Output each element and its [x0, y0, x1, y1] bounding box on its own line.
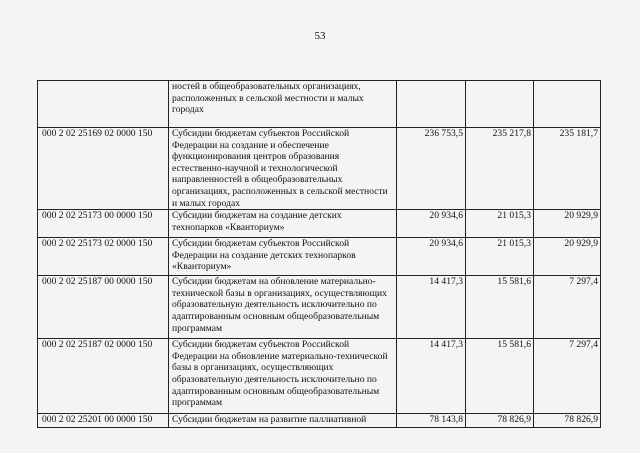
value-cell-2: 21 015,3 [466, 210, 534, 238]
value-cell-2: 15 581,6 [466, 339, 534, 414]
value-cell-3: 78 826,9 [534, 414, 601, 428]
description-cell: Субсидии бюджетам на обновление материально-технической базы в организациях, осуществляющих образовательную деятельность исключительно по адаптированным основным общеобразовательным программам [169, 276, 397, 339]
budget-code-cell: 000 2 02 25187 00 0000 150 [38, 276, 169, 339]
value-cell-1: 236 753,5 [397, 128, 466, 210]
description-cell: Субсидии бюджетам на создание детских технопарков «Кванториум» [169, 210, 397, 238]
budget-table [37, 80, 601, 428]
value-cell-2: 235 217,8 [466, 128, 534, 210]
table-row [38, 128, 601, 210]
description-cell: Субсидии бюджетам субъектов Российской Федерации на обновление материально-технической базы в организациях, осуществляющих образовательную деятельность исключительно по адаптированным основным общеобразовательным программам [169, 339, 397, 414]
budget-code-cell: 000 2 02 25201 00 0000 150 [38, 414, 169, 428]
table-row [38, 210, 601, 238]
budget-code-cell: 000 2 02 25187 02 0000 150 [38, 339, 169, 414]
budget-code-cell: 000 2 02 25173 00 0000 150 [38, 210, 169, 238]
value-cell-2: 21 015,3 [466, 238, 534, 276]
value-cell-3 [534, 81, 601, 128]
value-cell-3: 235 181,7 [534, 128, 601, 210]
value-cell-1: 20 934,6 [397, 238, 466, 276]
value-cell-2: 78 826,9 [466, 414, 534, 428]
budget-code-cell: 000 2 02 25173 02 0000 150 [38, 238, 169, 276]
value-cell-1: 14 417,3 [397, 276, 466, 339]
value-cell-3: 20 929,9 [534, 238, 601, 276]
table-row [38, 81, 601, 128]
description-cell: Субсидии бюджетам на развитие паллиативной [169, 414, 397, 428]
description-cell: Субсидии бюджетам субъектов Российской Федерации на создание и обеспечение функционирования центров образования естественно-научной и технологической направленностей в общеобразовательных организациях, расположенных в сельской местности и малых городах [169, 128, 397, 210]
value-cell-3: 20 929,9 [534, 210, 601, 238]
description-cell: ностей в общеобразовательных организациях, расположенных в сельской местности и малых городах [169, 81, 397, 128]
table-row [38, 414, 601, 428]
value-cell-3: 7 297,4 [534, 276, 601, 339]
value-cell-1: 20 934,6 [397, 210, 466, 238]
table-row [38, 238, 601, 276]
budget-code-cell: 000 2 02 25169 02 0000 150 [38, 128, 169, 210]
table-row [38, 339, 601, 414]
value-cell-2: 15 581,6 [466, 276, 534, 339]
value-cell-1: 14 417,3 [397, 339, 466, 414]
value-cell-1: 78 143,8 [397, 414, 466, 428]
value-cell-1 [397, 81, 466, 128]
description-cell: Субсидии бюджетам субъектов Российской Федерации на создание детских технопарков «Кванториум» [169, 238, 397, 276]
value-cell-3: 7 297,4 [534, 339, 601, 414]
budget-code-cell [38, 81, 169, 128]
page-number: 53 [314, 30, 326, 42]
table-row [38, 276, 601, 339]
value-cell-2 [466, 81, 534, 128]
